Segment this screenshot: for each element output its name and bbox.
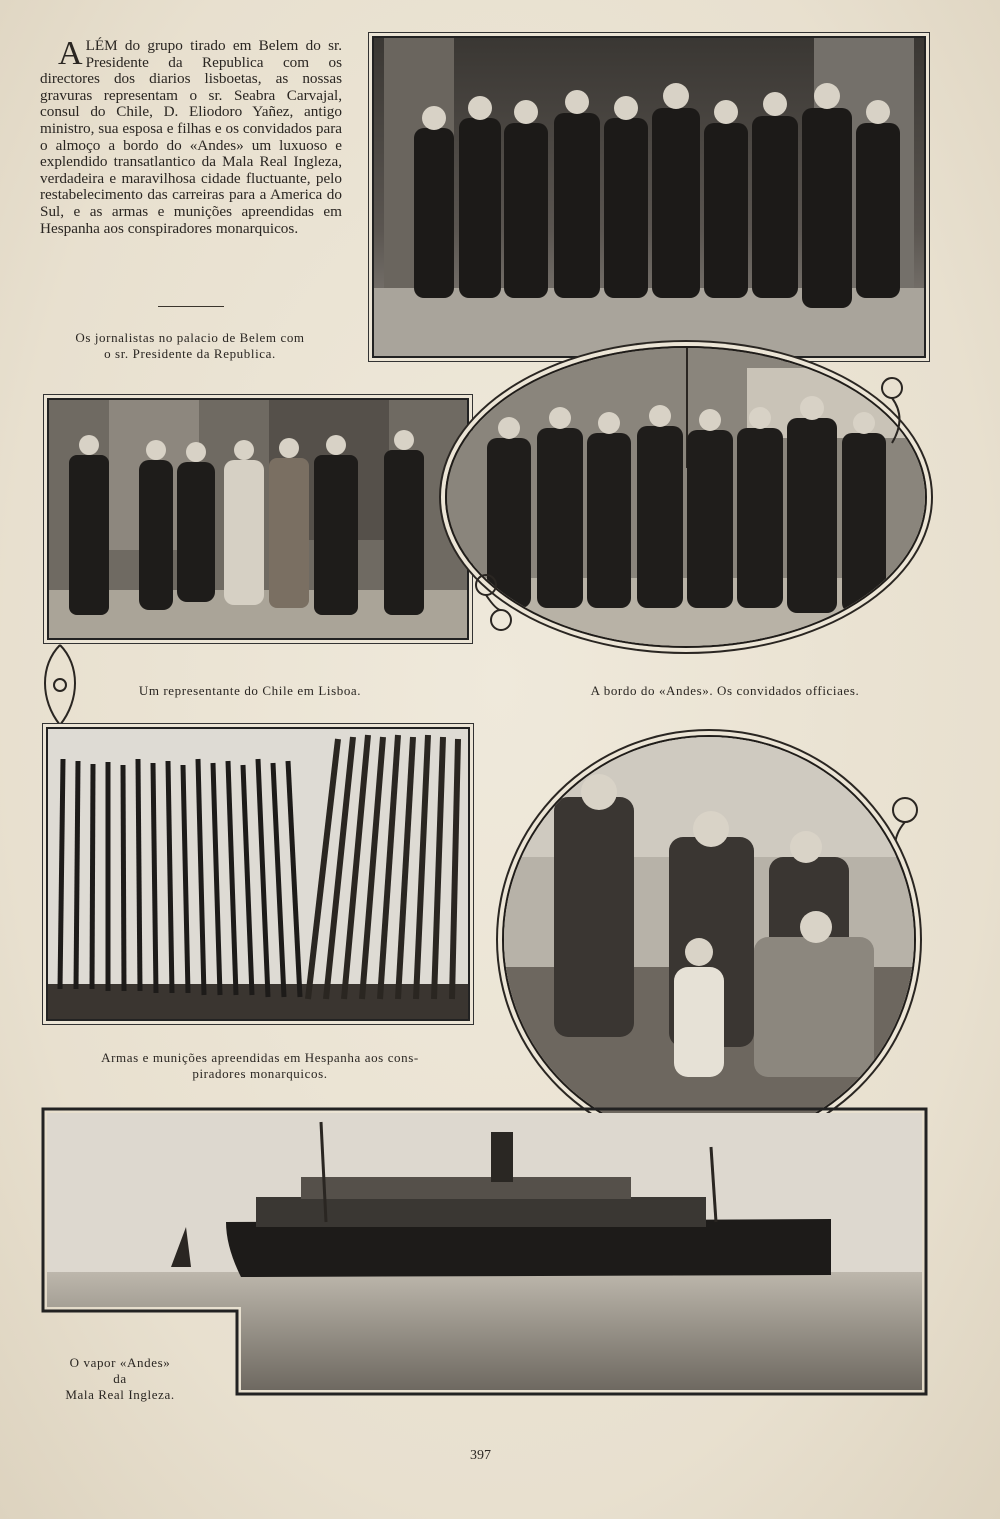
- photo-spain-soldiers-image: [504, 737, 914, 1142]
- photo-belem-image: [374, 38, 924, 356]
- intro-lead: LÉM: [85, 37, 118, 54]
- photo-ship-image: [41, 1107, 928, 1396]
- caption-belem-line1: Os jornalistas no palacio de Belem com: [75, 330, 305, 345]
- flower-ornament-andes-right: [862, 368, 922, 448]
- page-number: 397: [470, 1448, 491, 1463]
- intro-paragraph: [40, 35, 342, 237]
- intro-text: do grupo tirado em Belem do sr. Presidente da Republica com os directores dos diarios lisboetas, as nossas gravuras representam o sr. Seabra Carvajal, consul do Chile, D. Eliodoro Yañez, antigo ministro, sua esposa e filhas e os convidados para o almoço a bordo do «Andes» um luxuoso e explendido transatlantico da Mala Real Ingleza, verdadeira e maravilhosa cidade fluctuante, pelo restabelecimento das carreiras para a America do Sul, e as armas e munições apreendidas em Hespanha aos conspiradores monarquicos.: [40, 37, 342, 237]
- photo-ship-andes: [41, 1107, 928, 1396]
- photo-arms-image: [48, 729, 468, 1019]
- photo-chile-representative: [47, 398, 469, 640]
- caption-arms: [40, 1050, 480, 1082]
- caption-ship: [40, 1355, 200, 1403]
- photo-spain-soldiers: [502, 735, 916, 1144]
- caption-ship-line1: O vapor «Andes»: [69, 1355, 171, 1370]
- photo-belem-group: [372, 36, 926, 358]
- caption-belem: [40, 330, 340, 362]
- caption-arms-line1: Armas e munições apreendidas em Hespanha aos cons-: [101, 1050, 419, 1065]
- drop-cap: A: [58, 35, 83, 72]
- caption-ship-line3: Mala Real Ingleza.: [65, 1387, 175, 1402]
- section-rule: [158, 306, 224, 307]
- caption-andes-guests: A bordo do «Andes». Os convidados officiaes.: [590, 683, 860, 698]
- caption-ship-line2: da: [113, 1371, 127, 1386]
- caption-chile: Um representante do Chile em Lisboa.: [138, 683, 362, 698]
- photo-arms: [46, 727, 470, 1021]
- caption-arms-line2: piradores monarquicos.: [192, 1066, 328, 1081]
- photo-chile-image: [49, 400, 467, 638]
- caption-belem-line2: o sr. Presidente da Republica.: [104, 346, 276, 361]
- flower-ornament-andes-left: [466, 565, 526, 645]
